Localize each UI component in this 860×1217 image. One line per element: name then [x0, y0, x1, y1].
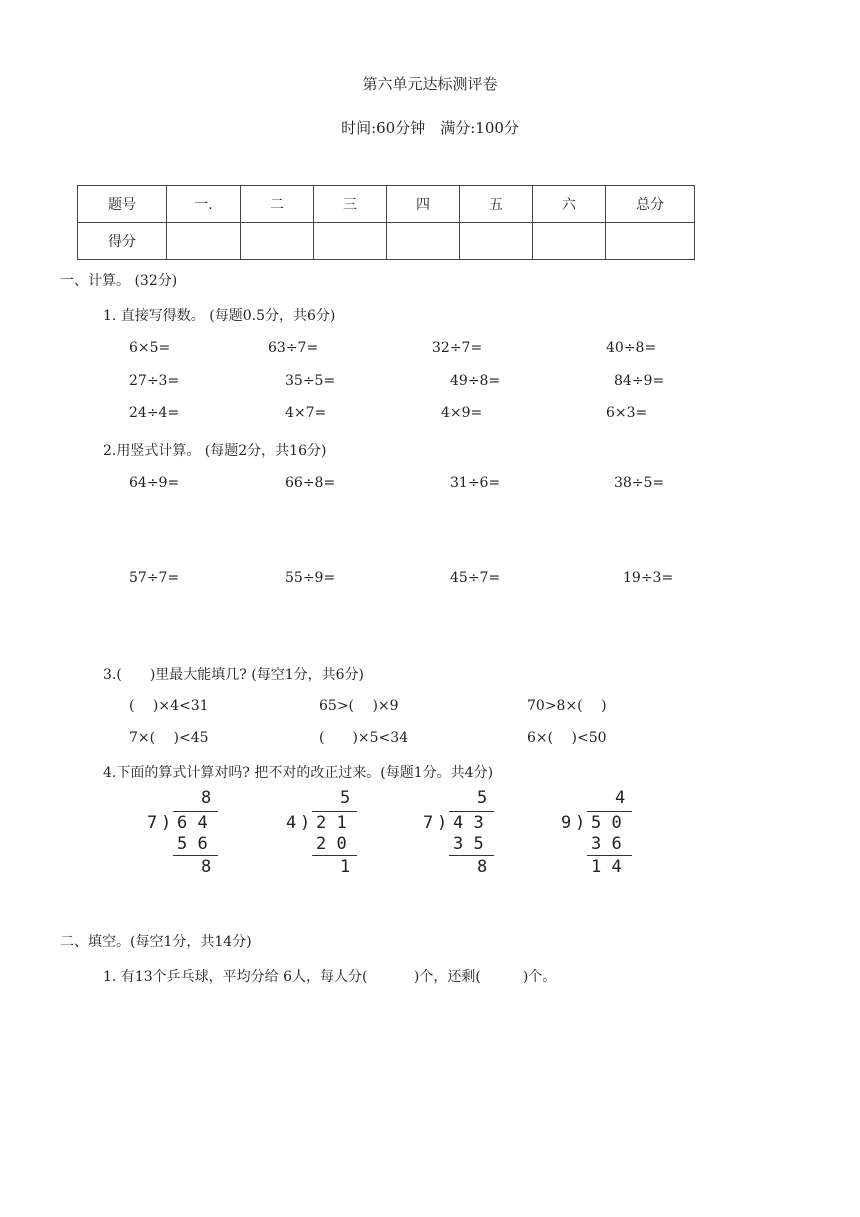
score-cell[interactable]: [314, 223, 387, 260]
long-division-dividend: 5 0: [591, 813, 622, 833]
score-row-label: 得分: [78, 223, 167, 260]
long-division-dividend: 6 4: [177, 813, 208, 833]
oral-calc-item: 4×9=: [441, 405, 483, 421]
oral-calc-item: 24÷4=: [129, 405, 180, 421]
fill-max-item: ( )×5<34: [319, 730, 409, 746]
score-header-cell: 总分: [606, 186, 695, 223]
fill-max-item: ( )×4<31: [129, 698, 209, 714]
score-header-cell: 四: [387, 186, 460, 223]
question-4-label: 4.下面的算式计算对吗? 把不对的改正过来。(每题1分。共4分): [103, 765, 494, 781]
long-division-divisor: 7: [147, 813, 158, 833]
long-division-remainder: 8: [477, 857, 488, 877]
page-title: 第六单元达标测评卷: [362, 75, 498, 93]
fill-max-item: 70>8×( ): [527, 698, 607, 714]
long-division-divisor: 9: [561, 813, 572, 833]
vertical-calc-item: 19÷3=: [623, 570, 674, 586]
section-2-heading: 二、填空。(每空1分，共14分): [60, 934, 252, 950]
long-division-quotient: 5: [340, 788, 351, 808]
long-division: 8 7 ) 6 4 5 6 8: [143, 788, 243, 878]
score-header-cell: 五: [460, 186, 533, 223]
long-division: 4 9 ) 5 0 3 6 1 4: [557, 788, 657, 878]
long-division-remainder: 1 4: [591, 857, 622, 877]
fill-max-item: 6×( )<50: [527, 730, 607, 746]
score-header-cell: 一.: [167, 186, 241, 223]
score-cell[interactable]: [167, 223, 241, 260]
section-1-heading: 一、计算。 (32分): [60, 273, 178, 289]
vertical-calc-item: 45÷7=: [450, 570, 501, 586]
vertical-calc-item: 55÷9=: [285, 570, 336, 586]
long-division-divisor: 4: [286, 813, 297, 833]
score-header-cell: 六: [533, 186, 606, 223]
score-header-cell: 二: [241, 186, 314, 223]
long-division-dividend: 2 1: [316, 813, 347, 833]
oral-calc-item: 49÷8=: [450, 373, 501, 389]
score-cell[interactable]: [533, 223, 606, 260]
long-division: 5 4 ) 2 1 2 0 1: [282, 788, 382, 878]
long-division-remainder: 8: [201, 857, 212, 877]
score-cell[interactable]: [387, 223, 460, 260]
oral-calc-item: 6×3=: [606, 405, 648, 421]
fill-max-item: 65>( )×9: [319, 698, 399, 714]
vertical-calc-item: 66÷8=: [285, 475, 336, 491]
long-division: 5 7 ) 4 3 3 5 8: [419, 788, 519, 878]
oral-calc-item: 27÷3=: [129, 373, 180, 389]
vertical-calc-item: 64÷9=: [129, 475, 180, 491]
score-header-cell: 三: [314, 186, 387, 223]
question-1-label: 1. 直接写得数。 (每题0.5分，共6分): [103, 308, 336, 324]
vertical-calc-item: 57÷7=: [129, 570, 180, 586]
oral-calc-item: 32÷7=: [432, 340, 483, 356]
oral-calc-item: 4×7=: [285, 405, 327, 421]
oral-calc-item: 6×5=: [129, 340, 171, 356]
score-cell[interactable]: [241, 223, 314, 260]
score-cell[interactable]: [606, 223, 695, 260]
fill-blank-question-1: 1. 有13个乒乓球，平均分给 6人，每人分( )个，还剩( )个。: [103, 969, 557, 985]
oral-calc-item: 84÷9=: [614, 373, 665, 389]
vertical-calc-item: 31÷6=: [450, 475, 501, 491]
oral-calc-item: 63÷7=: [268, 340, 319, 356]
score-header-cell: 题号: [78, 186, 167, 223]
score-table: [77, 185, 695, 260]
question-2-label: 2.用竖式计算。 (每题2分，共16分): [103, 443, 327, 459]
long-division-product: 5 6: [177, 834, 208, 854]
long-division-divisor: 7: [423, 813, 434, 833]
score-table-score-row: [78, 223, 695, 260]
long-division-product: 3 6: [591, 834, 622, 854]
long-division-quotient: 5: [477, 788, 488, 808]
question-3-label: 3.( )里最大能填几? (每空1分，共6分): [103, 667, 364, 683]
score-table-header-row: [78, 186, 695, 223]
long-division-product: 3 5: [453, 834, 484, 854]
long-division-quotient: 4: [615, 788, 626, 808]
long-division-quotient: 8: [201, 788, 212, 808]
exam-info: 时间:60分钟 满分:100分: [341, 119, 519, 137]
long-division-product: 2 0: [316, 834, 347, 854]
oral-calc-item: 35÷5=: [285, 373, 336, 389]
score-cell[interactable]: [460, 223, 533, 260]
vertical-calc-item: 38÷5=: [614, 475, 665, 491]
long-division-dividend: 4 3: [453, 813, 484, 833]
oral-calc-item: 40÷8=: [606, 340, 657, 356]
fill-max-item: 7×( )<45: [129, 730, 209, 746]
long-division-remainder: 1: [340, 857, 351, 877]
